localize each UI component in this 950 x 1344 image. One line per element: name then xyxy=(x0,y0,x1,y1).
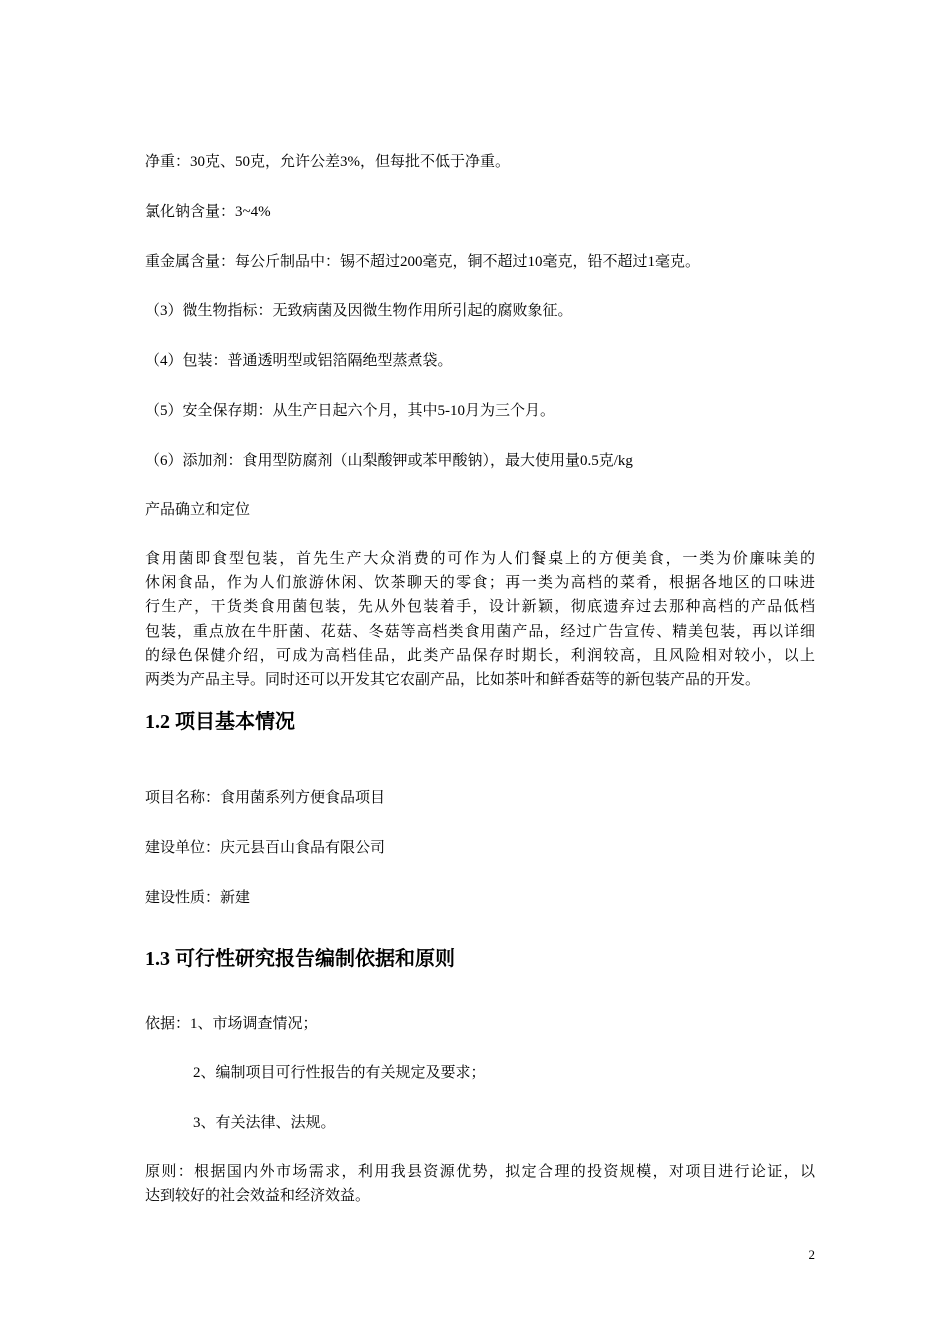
builder-line: 建设单位：庆元县百山食品有限公司 xyxy=(145,840,386,856)
page-number: 2 xyxy=(808,1247,815,1262)
section-heading-1-2: 1.2 项目基本情况 xyxy=(145,711,295,733)
paragraph-line: 原则：根据国内外市场需求，利用我县资源优势，拟定合理的投资规模，对项目进行论证，以 xyxy=(145,1164,815,1180)
microbe-line: （3）微生物指标：无致病菌及因微生物作用所引起的腐败象征。 xyxy=(145,303,573,319)
shelf-life-line: （5）安全保存期：从生产日起六个月，其中5-10月为三个月。 xyxy=(145,403,555,419)
paragraph-line: 休闲食品，作为人们旅游休闲、饮茶聊天的零食；再一类为高档的菜肴，根据各地区的口味进 xyxy=(145,575,815,592)
packaging-line: （4）包装：普通透明型或铝箔隔绝型蒸煮袋。 xyxy=(145,353,453,369)
principle-paragraph xyxy=(145,1160,815,1208)
heavy-metal-line: 重金属含量：每公斤制品中：锡不超过200毫克，铜不超过10毫克，铅不超过1毫克。 xyxy=(145,254,701,270)
paragraph-line: 行生产，干货类食用菌包装，先从外包装着手，设计新颖，彻底遗弃过去那种高档的产品低档 xyxy=(145,599,815,616)
section-heading-1-3: 1.3 可行性研究报告编制依据和原则 xyxy=(145,948,455,970)
sodium-line: 氯化钠含量：3~4% xyxy=(145,204,271,220)
net-weight-line: 净重：30克、50克，允许公差3%，但每批不低于净重。 xyxy=(145,154,510,170)
basis-line-3: 3、有关法律、法规。 xyxy=(193,1115,336,1131)
positioning-title: 产品确立和定位 xyxy=(145,502,251,518)
positioning-paragraph xyxy=(145,547,815,692)
nature-line: 建设性质：新建 xyxy=(145,890,251,906)
basis-line-1: 依据：1、市场调查情况； xyxy=(145,1016,318,1032)
project-name-line: 项目名称：食用菌系列方便食品项目 xyxy=(145,790,386,806)
paragraph-line: 达到较好的社会效益和经济效益。 xyxy=(145,1188,371,1205)
paragraph-line: 的绿色保健介绍，可成为高档佳品，此类产品保存时期长，利润较高，且风险相对较小，以上 xyxy=(145,647,815,664)
basis-line-2: 2、编制项目可行性报告的有关规定及要求； xyxy=(193,1065,486,1081)
paragraph-line: 包装，重点放在牛肝菌、花菇、冬菇等高档类食用菌产品，经过广告宣传、精美包装，再以详细 xyxy=(145,623,815,640)
paragraph-line: 食用菌即食型包装，首先生产大众消费的可作为人们餐桌上的方便美食，一类为价廉味美的 xyxy=(145,551,815,567)
additive-line: （6）添加剂：食用型防腐剂（山梨酸钾或苯甲酸钠），最大使用量0.5克/kg xyxy=(145,453,633,469)
paragraph-line: 两类为产品主导。同时还可以开发其它农副产品，比如茶叶和鲜香菇等的新包装产品的开发。 xyxy=(145,672,761,689)
